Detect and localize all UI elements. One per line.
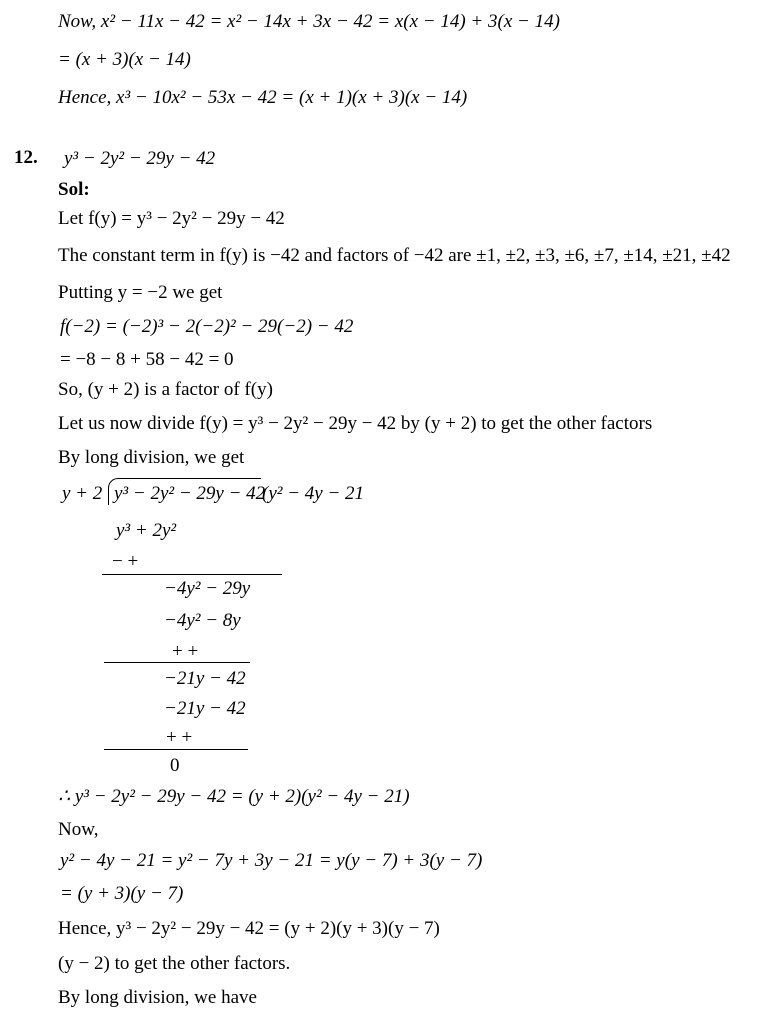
line-quadratic-factored: = (y + 3)(y − 7): [60, 883, 184, 904]
division-rule-1: [102, 574, 282, 575]
dividend: y³ − 2y² − 29y − 42: [114, 483, 266, 504]
division-signs-3: + +: [166, 727, 193, 748]
divisor: y + 2: [62, 483, 103, 504]
division-step-2: −4y² − 8y: [164, 610, 241, 631]
line-let-divide: Let us now divide f(y) = y³ − 2y² − 29y − 42 by (y + 2) to get the other factors: [58, 413, 653, 434]
line-let-f: Let f(y) = y³ − 2y² − 29y − 42: [58, 208, 285, 229]
line-so-factor: So, (y + 2) is a factor of f(y): [58, 379, 273, 400]
division-signs-1: − +: [112, 551, 139, 572]
line-by-long-division: By long division, we get: [58, 447, 245, 468]
line-constant-term: The constant term in f(y) is −42 and factors of −42 are ±1, ±2, ±3, ±6, ±7, ±14, ±21, ±42: [58, 245, 731, 266]
division-remainder-final: 0: [170, 755, 180, 776]
line-evaluation: = −8 − 8 + 58 − 42 = 0: [60, 349, 234, 370]
division-step-3: −21y − 42: [164, 698, 246, 719]
division-rule-2: [104, 662, 250, 663]
question-number: 12.: [14, 147, 38, 168]
quotient: (y² − 4y − 21: [262, 483, 365, 504]
line-now: Now,: [58, 819, 99, 840]
line-therefore: ∴ y³ − 2y² − 29y − 42 = (y + 2)(y² − 4y − 21): [58, 786, 410, 807]
question-expression: y³ − 2y² − 29y − 42: [64, 148, 216, 169]
line-now-quadratic: Now, x² − 11x − 42 = x² − 14x + 3x − 42 = x(x − 14) + 3(x − 14): [58, 11, 560, 32]
line-quadratic-split: y² − 4y − 21 = y² − 7y + 3y − 21 = y(y − 7) + 3(y − 7): [60, 850, 483, 871]
line-putting: Putting y = −2 we get: [58, 282, 223, 303]
line-y-minus-2: (y − 2) to get the other factors.: [58, 953, 291, 974]
line-factored-quadratic: = (x + 3)(x − 14): [58, 49, 191, 70]
division-remainder-1: −4y² − 29y: [164, 578, 251, 599]
division-remainder-2: −21y − 42: [164, 668, 246, 689]
line-f-neg2: f(−2) = (−2)³ − 2(−2)² − 29(−2) − 42: [60, 316, 354, 337]
line-by-long-division-2: By long division, we have: [58, 987, 257, 1008]
line-hence-result: Hence, x³ − 10x² − 53x − 42 = (x + 1)(x + 3)(x − 14): [58, 87, 468, 108]
division-signs-2: + +: [172, 641, 199, 662]
division-step-1: y³ + 2y²: [116, 520, 177, 541]
solution-heading: Sol:: [58, 179, 90, 200]
line-hence-final: Hence, y³ − 2y² − 29y − 42 = (y + 2)(y + 3)(y − 7): [58, 918, 440, 939]
division-rule-3: [104, 749, 248, 750]
